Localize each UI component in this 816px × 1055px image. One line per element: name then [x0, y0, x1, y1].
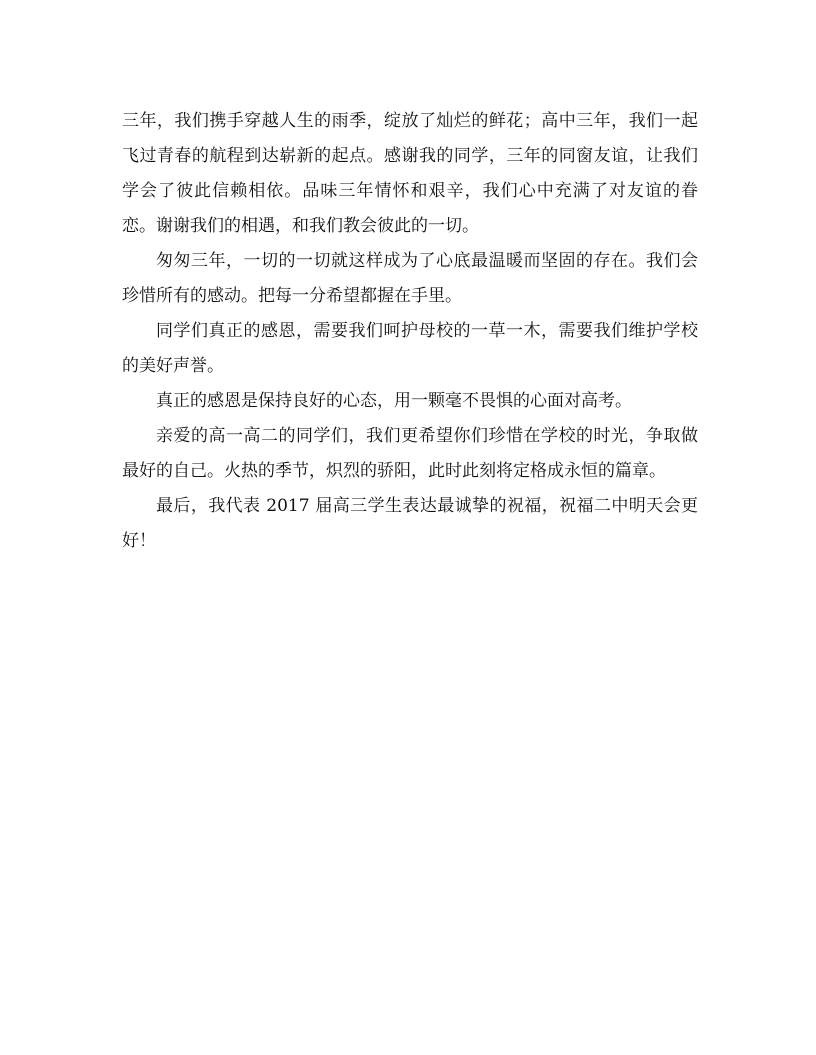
paragraph: 三年，我们携手穿越人生的雨季，绽放了灿烂的鲜花；高中三年，我们一起飞过青春的航程到达崭新的起点。感谢我的同学，三年的同窗友谊，让我们学会了彼此信赖相依。品味三年情怀和艰辛，我们心中充满了对友谊的眷恋。谢谢我们的相遇，和我们教会彼此的一切。: [122, 111, 698, 236]
paragraph: 同学们真正的感恩，需要我们呵护母校的一草一木，需要我们维护学校的美好声誉。: [122, 321, 698, 376]
paragraph: 真正的感恩是保持良好的心态，用一颗毫不畏惧的心面对高考。: [156, 391, 632, 411]
paragraph: 最后，我代表 2017 届高三学生表达最诚挚的祝福，祝福二中明天会更好！: [122, 496, 698, 551]
paragraph: 亲爱的高一高二的同学们，我们更希望你们珍惜在学校的时光，争取做最好的自己。火热的季节，炽烈的骄阳，此时此刻将定格成永恒的篇章。: [122, 426, 698, 481]
document-body: [122, 104, 698, 559]
paragraph: 匆匆三年，一切的一切就这样成为了心底最温暖而坚固的存在。我们会珍惜所有的感动。把每一分希望都握在手里。: [122, 251, 698, 306]
